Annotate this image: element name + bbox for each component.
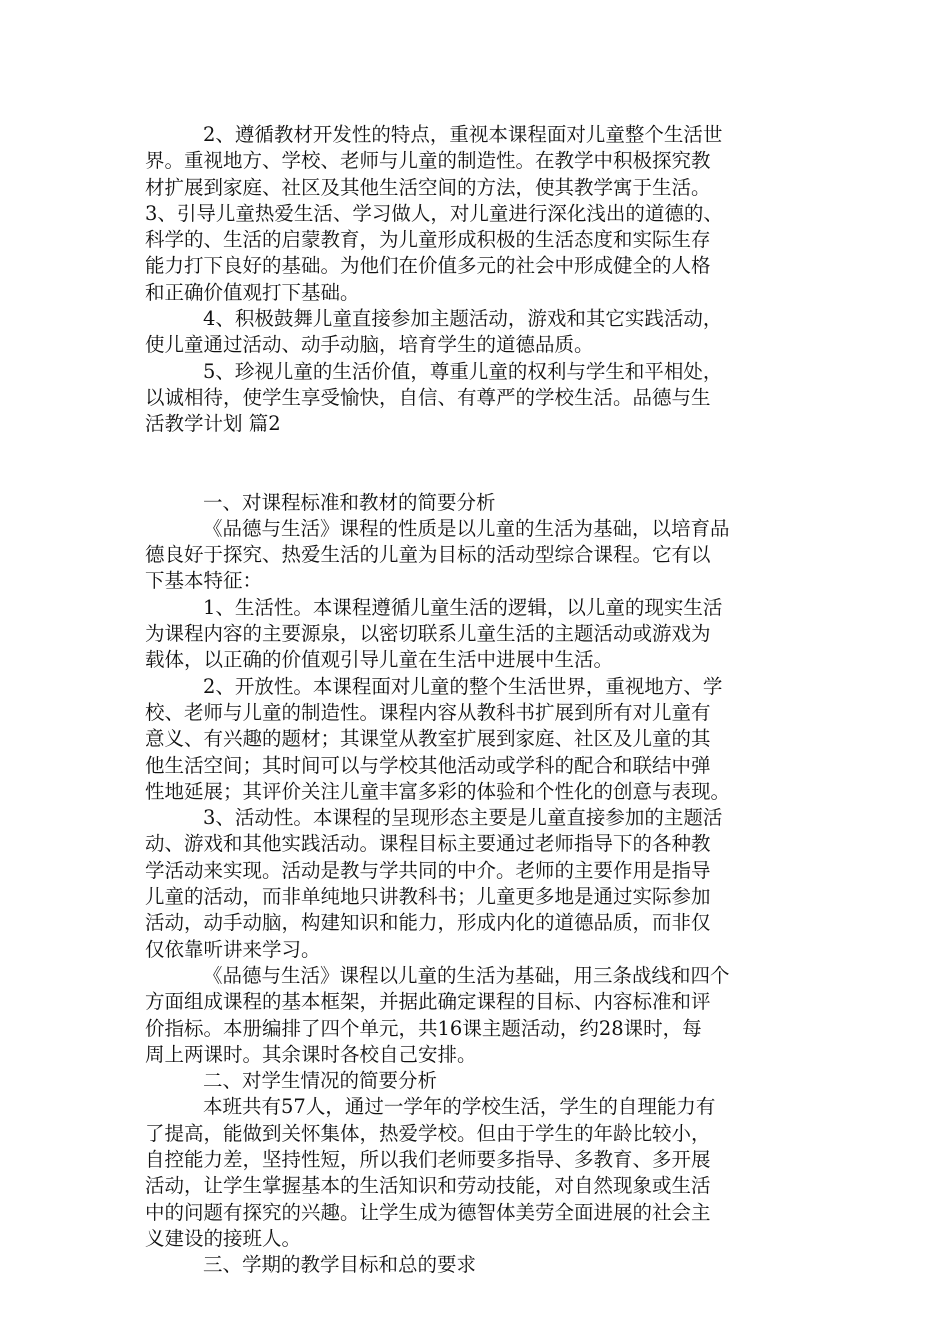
text-line: 中的问题有探究的兴趣。让学生成为德智体美劳全面进展的社会主: [145, 1200, 711, 1224]
text-line: 3、引导儿童热爱生活、学习做人，对儿童进行深化浅出的道德的、: [145, 201, 723, 225]
text-line: 2、遵循教材开发性的特点，重视本课程面对儿童整个生活世: [203, 123, 723, 146]
text-line: 界。重视地方、学校、老师与儿童的制造性。在教学中积极探究教: [145, 149, 711, 173]
text-line: 4、积极鼓舞儿童直接参加主题活动，游戏和其它实践活动，: [203, 307, 723, 331]
text-line: 活动，让学生掌握基本的生活知识和劳动技能，对自然现象或生活: [145, 1174, 711, 1198]
text-line: 《品德与生活》课程以儿童的生活为基础，用三条战线和四个: [203, 963, 730, 987]
section-heading: 三、学期的教学目标和总的要求: [203, 1253, 477, 1277]
text-line: 自控能力差，坚持性短，所以我们老师要多指导、多教育、多开展: [145, 1147, 711, 1171]
text-line: 他生活空间；其时间可以与学校其他活动或学科的配合和联结中弹: [145, 753, 711, 777]
text-line: 义建设的接班人。: [145, 1226, 302, 1250]
text-line: 方面组成课程的基本框架，并据此确定课程的目标、内容标准和评: [145, 990, 711, 1014]
text-line: 3、活动性。本课程的呈现形态主要是儿童直接参加的主题活: [203, 806, 723, 830]
text-line: 《品德与生活》课程的性质是以儿童的生活为基础，以培育品: [203, 516, 730, 540]
text-line: 本班共有57人，通过一学年的学校生活，学生的自理能力有: [203, 1095, 716, 1119]
text-line: 性地延展；其评价关注儿童丰富多彩的体验和个性化的创意与表现。: [145, 779, 731, 803]
text-line: 周上两课时。其余课时各校自己安排。: [145, 1042, 477, 1066]
text-line: 为课程内容的主要源泉，以密切联系儿童生活的主题活动或游戏为: [145, 622, 711, 646]
text-line: 学活动来实现。活动是教与学共同的中介。老师的主要作用是指导: [145, 858, 711, 882]
text-line: 5、珍视儿童的生活价值，尊重儿童的权利与学生和平相处，: [203, 359, 723, 383]
text-line: 了提高，能做到关怀集体，热爱学校。但由于学生的年龄比较小，: [145, 1121, 711, 1145]
text-line: 使儿童通过活动、动手动脑，培育学生的道德品质。: [145, 333, 594, 357]
section-heading: 一、对课程标准和教材的简要分析: [203, 490, 496, 514]
text-line: 载体，以正确的价值观引导儿童在生活中进展中生活。: [145, 648, 614, 672]
text-line: 下基本特征：: [145, 569, 263, 593]
text-line: 以诚相待，使学生享受愉快，自信、有尊严的学校生活。品德与生: [145, 385, 711, 409]
text-line: 德良好于探究、热爱生活的儿童为目标的活动型综合课程。它有以: [145, 543, 711, 567]
text-line: 儿童的活动，而非单纯地只讲教科书；儿童更多地是通过实际参加: [145, 885, 711, 909]
text-line: 1、生活性。本课程遵循儿童生活的逻辑，以儿童的现实生活: [203, 595, 723, 619]
text-line: 和正确价值观打下基础。: [145, 280, 360, 304]
text-line: 活教学计划 篇2: [145, 412, 281, 436]
text-line: 校、老师与儿童的制造性。课程内容从教科书扩展到所有对儿童有: [145, 700, 711, 724]
section-gap: [145, 438, 807, 490]
text-line: 能力打下良好的基础。为他们在价值多元的社会中形成健全的人格: [145, 254, 711, 278]
text-line: 价指标。本册编排了四个单元，共16课主题活动，约28课时，每: [145, 1016, 702, 1040]
text-line: 科学的、生活的启蒙教育，为儿童形成积极的生活态度和实际生存: [145, 228, 711, 252]
text-line: 材扩展到家庭、社区及其他生活空间的方法，使其教学寓于生活。: [145, 175, 711, 199]
text-line: 2、开放性。本课程面对儿童的整个生活世界，重视地方、学: [203, 674, 723, 698]
text-line: 意义、有兴趣的题材；其课堂从教室扩展到家庭、社区及儿童的其: [145, 727, 711, 751]
text-line: 活动，动手动脑，构建知识和能力，形成内化的道德品质，而非仅: [145, 911, 711, 935]
text-line: 仅依靠听讲来学习。: [145, 937, 321, 961]
section-heading: 二、对学生情况的简要分析: [203, 1069, 438, 1093]
document-body: [145, 122, 807, 1278]
text-line: 动、游戏和其他实践活动。课程目标主要通过老师指导下的各种教: [145, 832, 711, 856]
